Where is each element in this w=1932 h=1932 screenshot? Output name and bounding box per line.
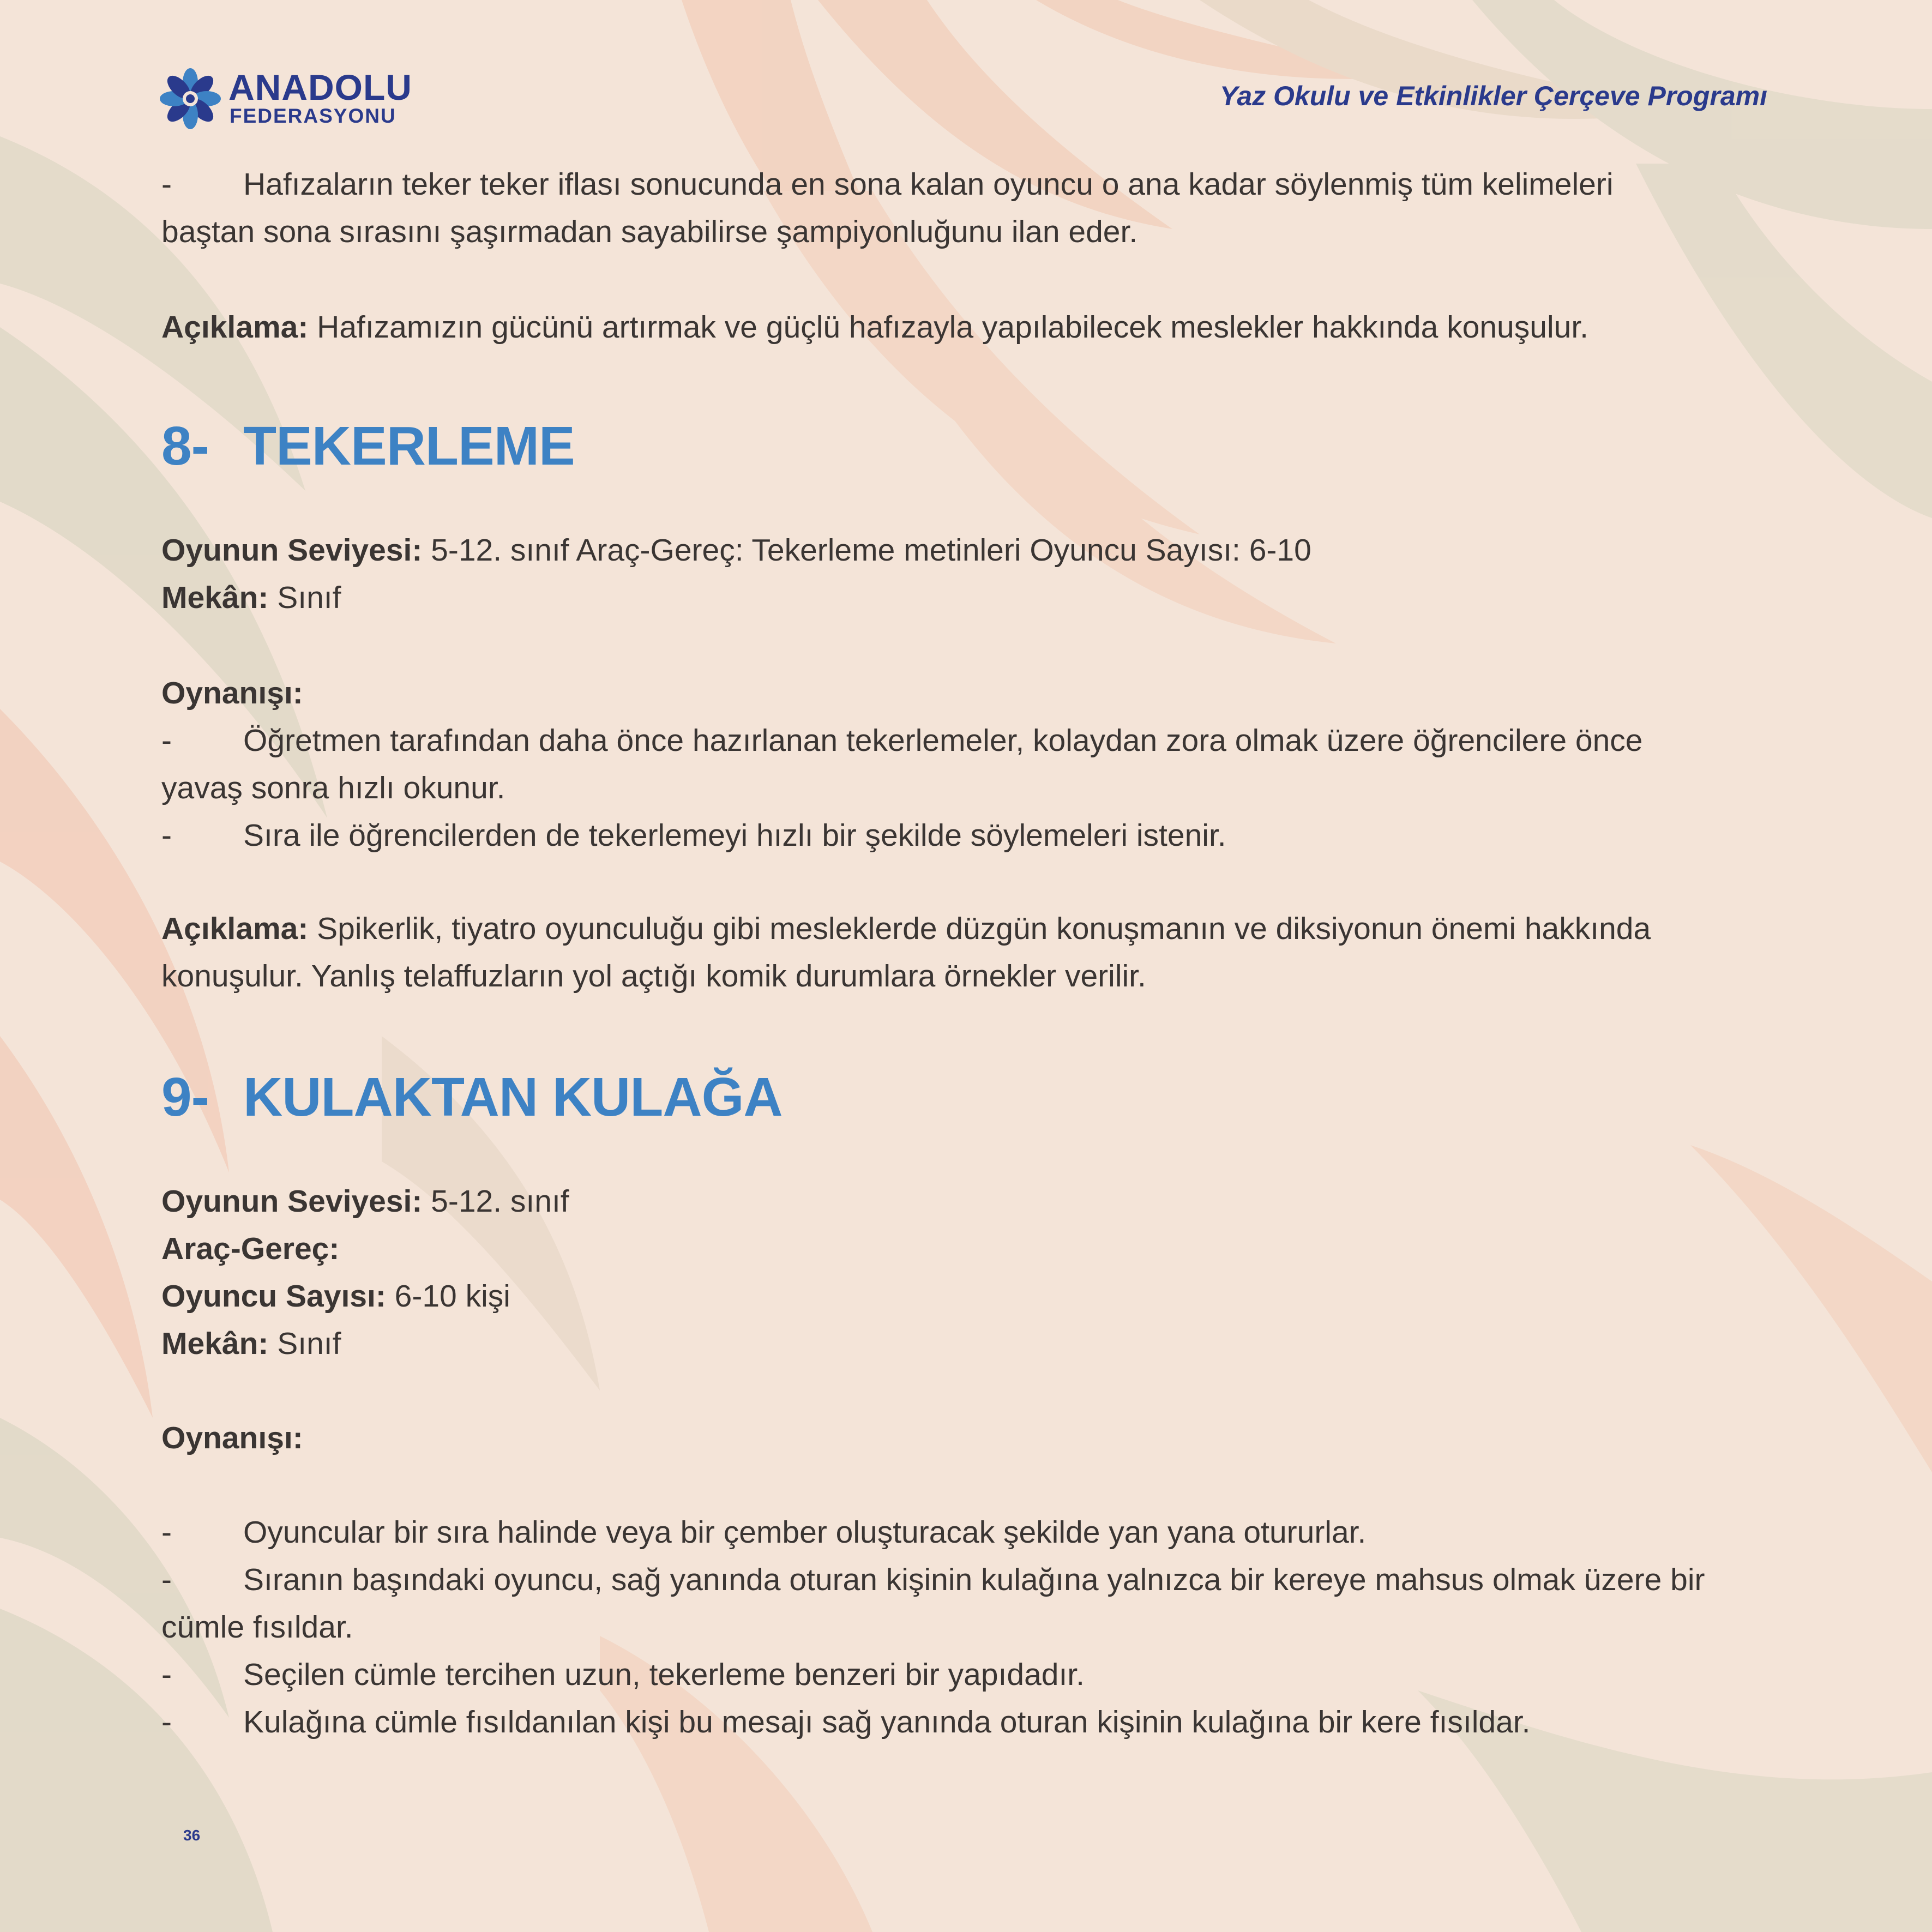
list-dash: -: [161, 167, 172, 202]
play-label: Oynanışı:: [161, 1421, 303, 1455]
list-dash: -: [161, 1657, 172, 1692]
level-text: 5-12. sınıf Araç-Gereç: Tekerleme metinleri Oyuncu Sayısı: 6-10: [422, 533, 1311, 568]
list-dash: -: [161, 818, 172, 853]
step-4: Kulağına cümle fısıldanılan kişi bu mesajı sağ yanında oturan kişinin kulağına bir kere fısıldar.: [243, 1705, 1531, 1740]
list-dash: -: [161, 723, 172, 758]
place-text: Sınıf: [268, 1326, 341, 1361]
players-text: 6-10 kişi: [386, 1279, 510, 1314]
section8-play: [161, 670, 1770, 859]
section-heading-9: [161, 1064, 783, 1130]
list-dash: -: [161, 1705, 172, 1740]
place-label: Mekân:: [161, 1326, 269, 1361]
section9-info: [161, 1178, 1770, 1368]
note-text: Hafızamızın gücünü artırmak ve güçlü hafızayla yapılabilecek meslekler hakkında konuşulur.: [308, 310, 1588, 345]
step-1-line-2: yavaş sonra hızlı okunur.: [161, 771, 505, 805]
note-line-1: Spikerlik, tiyatro oyunculuğu gibi mesleklerde düzgün konuşmanın ve diksiyonun önemi hakkında: [308, 911, 1651, 946]
note-line-2: konuşulur. Yanlış telaffuzların yol açtığı komik durumlara örnekler verilir.: [161, 959, 1146, 994]
step-2-line-2: cümle fısıldar.: [161, 1610, 353, 1645]
section-heading-8: [161, 413, 575, 479]
intro-note: [161, 304, 1770, 351]
players-label: Oyuncu Sayısı:: [161, 1279, 386, 1314]
step-1-line-1: Öğretmen tarafından daha önce hazırlanan tekerlemeler, kolaydan zora olmak üzere öğrencilere önce: [243, 723, 1643, 758]
note-label: Açıklama:: [161, 310, 309, 345]
note-label: Açıklama:: [161, 911, 309, 946]
place-label: Mekân:: [161, 580, 269, 615]
section9-steps: [161, 1509, 1770, 1746]
intro-line-1: Hafızaların teker teker iflası sonucunda en sona kalan oyuncu o ana kadar söylenmiş tüm kelimeleri: [243, 167, 1614, 202]
step-3: Seçilen cümle tercihen uzun, tekerleme benzeri bir yapıdadır.: [243, 1657, 1085, 1692]
tools-label: Araç-Gereç:: [161, 1231, 340, 1266]
section-title: KULAKTAN KULAĞA: [243, 1067, 783, 1128]
section-number: 9-: [161, 1067, 209, 1128]
logo-subtitle: FEDERASYONU: [230, 105, 396, 127]
section-number: 8-: [161, 416, 209, 477]
level-label: Oyunun Seviyesi:: [161, 533, 423, 568]
section8-note: [161, 905, 1770, 1000]
section-title: TEKERLEME: [243, 416, 575, 477]
flower-logo-icon: [160, 68, 221, 129]
level-text: 5-12. sınıf: [422, 1184, 569, 1219]
section8-info: [161, 527, 1770, 622]
level-label: Oyunun Seviyesi:: [161, 1184, 423, 1219]
place-text: Sınıf: [268, 580, 341, 615]
federation-logo: [160, 68, 416, 131]
step-1: Oyuncular bir sıra halinde veya bir çember oluşturacak şekilde yan yana otururlar.: [243, 1515, 1367, 1550]
intro-rule: [161, 161, 1770, 256]
document-title: Yaz Okulu ve Etkinlikler Çerçeve Programı: [1219, 81, 1767, 111]
list-dash: -: [161, 1515, 172, 1550]
intro-line-2: baştan sona sırasını şaşırmadan sayabilirse şampiyonluğunu ilan eder.: [161, 214, 1138, 249]
step-2-line-1: Sıranın başındaki oyuncu, sağ yanında oturan kişinin kulağına yalnızca bir kereye mahsus olmak üzere bir: [243, 1562, 1705, 1597]
play-label: Oynanışı:: [161, 676, 303, 711]
logo-name: ANADOLU: [228, 67, 412, 107]
list-dash: -: [161, 1562, 172, 1597]
page-number: 36: [183, 1827, 201, 1844]
section9-play-label: [161, 1415, 1770, 1462]
step-2: Sıra ile öğrencilerden de tekerlemeyi hızlı bir şekilde söylemeleri istenir.: [243, 818, 1226, 853]
